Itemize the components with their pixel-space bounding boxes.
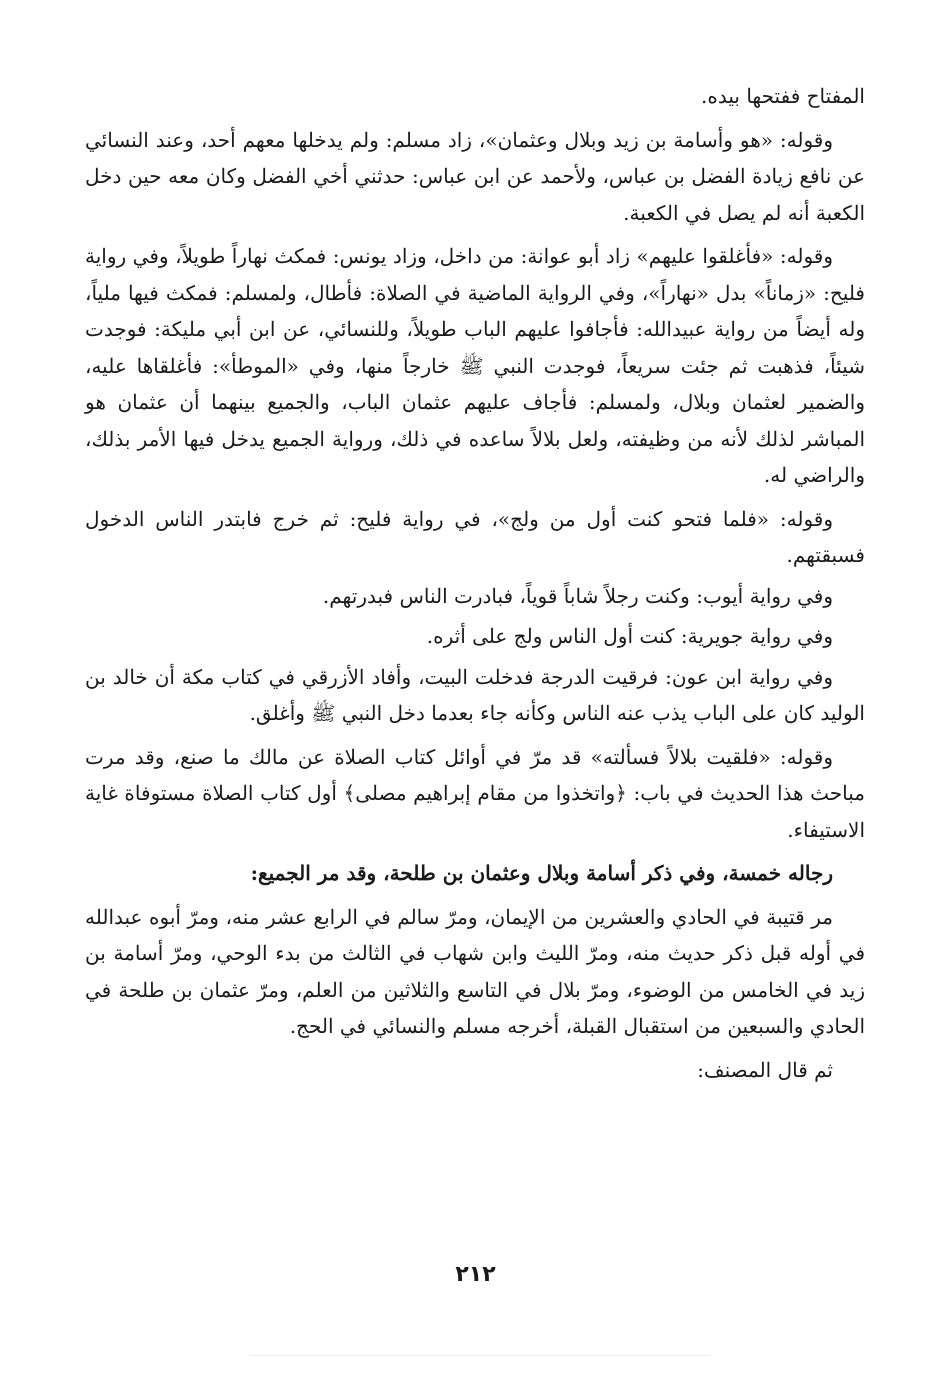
paragraph-ayyub-narration: وفي رواية أيوب: وكنت رجلاً شاباً قوياً، فبادرت الناس فبدرتهم. — [322, 583, 833, 608]
paragraph-narrators-heading: رجاله خمسة، وفي ذكر أسامة وبلال وعثمان بن طلحة، وقد مر الجميع: — [250, 861, 833, 885]
paragraph-closing-door: وقوله: «فأغلقوا عليهم» زاد أبو عوانة: من داخل، وزاد يونس: فمكث نهاراً طويلاً، وفي رواية فليح: «زماناً» بدل «نهاراً»، وفي الرواية الماضية في الصلاة: فأطال، ولمسلم: فمكث فيها ملياً، وله أيضاً من رواية عبيدالله: فأجافوا عليهم الباب طويلاً، وللنسائي، عن ابن أبي مليكة: فوجدت شيئاً، فذهبت ثم جئت سريعاً، فوجدت النبي ﷺ خارجاً منها، وفي «الموطأ»: فأغلقاها عليه، والضمير لعثمان وبلال، ولمسلم: فأجاف عليهم عثمان الباب، والجميع بينهما أن عثمان هو المباشر لذلك لأنه من وظيفته، ولعل بلالاً ساعده في ذلك، ورواية الجميع يدخل فيها الأمر بذلك، والراضي له. — [85, 244, 865, 487]
paragraph-narrators-list: مر قتيبة في الحادي والعشرين من الإيمان، ومرّ سالم في الرابع عشر منه، ومرّ أبوه عبدالله في أوله قبل ذكر حديث منه، ومرّ الليث وابن شهاب في الثالث من بدء الوحي، ومرّ أسامة بن زيد في الخامس من الوضوء، ومرّ بلال في التاسع والثلاثين من العلم، ومرّ عثمان بن طلحة في الحادي والسبعين من استقبال القبلة، أخرجه مسلم والنسائي في الحج. — [85, 904, 865, 1038]
paragraph-companions: وقوله: «هو وأسامة بن زيد وبلال وعثمان»، زاد مسلم: ولم يدخلها معهم أحد، وعند النسائي عن نافع زيادة الفضل بن عباس، ولأحمد عن ابن عباس: حدثني أخي الفضل وكان معه حين دخل الكعبة أنه لم يصل في الكعبة. — [85, 127, 865, 225]
page-number: ٢١٢ — [455, 1262, 496, 1287]
paragraph-juwayriya-narration: وفي رواية جويرية: كنت أول الناس ولج على أثره. — [426, 624, 833, 648]
paragraph-met-bilal: وقوله: «فلقيت بلالاً فسألته» قد مرّ في أوائل كتاب الصلاة عن مالك ما صنع، وقد مرت مباحث هذا الحديث في باب: ﴿واتخذوا من مقام إبراهيم مصلى﴾ أول كتاب الصلاة مستوفاة غاية الاستيفاء. — [85, 744, 865, 842]
paragraph-author-said: ثم قال المصنف: — [697, 1057, 833, 1082]
paragraph-continuation: المفتاح ففتحها بيده. — [701, 84, 865, 108]
scan-edge-line — [250, 1355, 710, 1356]
page-body — [85, 78, 865, 1095]
paragraph-ibn-awn-narration: وفي رواية ابن عون: فرقيت الدرجة فدخلت البيت، وأفاد الأزرقي في كتاب مكة أن خالد بن الوليد كان على الباب يذب عنه الناس وكأنه جاء بعدما دخل النبي ﷺ وأغلق. — [85, 664, 865, 725]
paragraph-first-entered: وقوله: «فلما فتحو كنت أول من ولج»، في رواية فليح: ثم خرج فابتدر الناس الدخول فسبقتهم. — [85, 506, 865, 567]
